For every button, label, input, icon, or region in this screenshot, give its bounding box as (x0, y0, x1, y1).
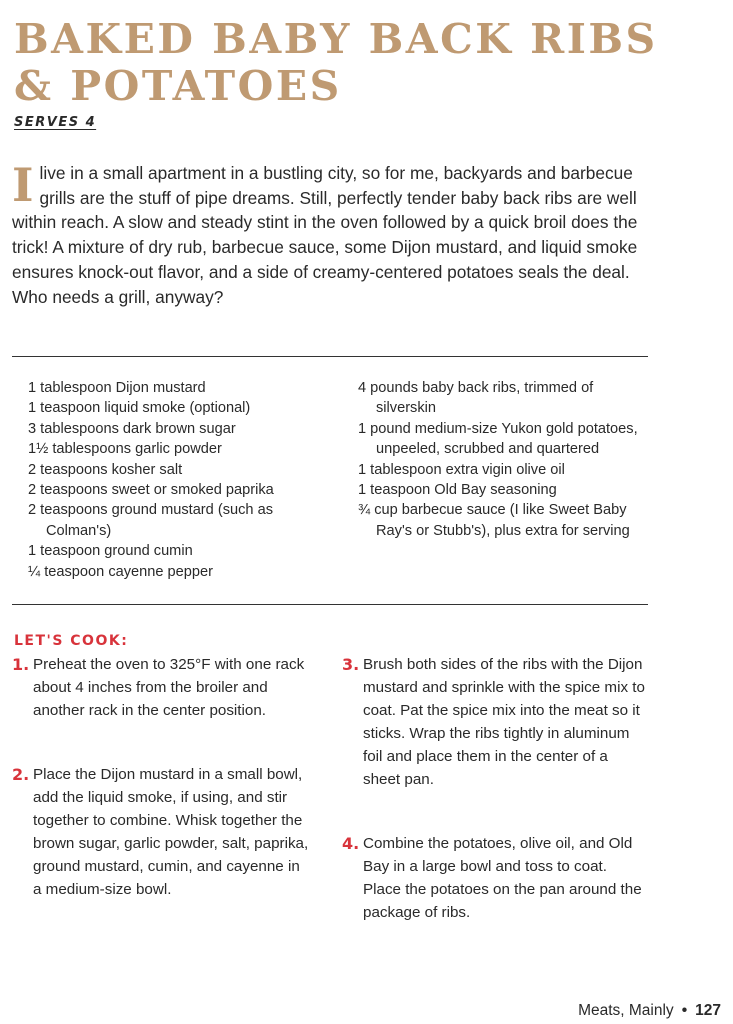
step-text: Combine the potatoes, olive oil, and Old Bay in a large bowl and toss to coat. Place the potatoes on the pan around the package of ribs. (363, 835, 642, 921)
section-name: Meats, Mainly (578, 1002, 674, 1019)
ingredient-item: 1 teaspoon liquid smoke (optional) (28, 400, 251, 417)
ingredient-item: 1 teaspoon ground cumin (28, 543, 193, 560)
intro-text: live in a small apartment in a bustling city, so for me, backyards and barbecue grills are the stuff of pipe dreams. Still, perfectly tender baby back ribs are well within reach. A slow and steady stint in the oven followed by a quick broil does the trick! A mixture of dry rub, barbecue sauce, some Dijon mustard, and liquid smoke ensures knock-out flavor, and a side of creamy-centered potatoes seals the deal. Who needs a grill, anyway? (12, 163, 638, 307)
ingredient-item: 2 teaspoons kosher salt (28, 461, 183, 478)
ingredient-item: 1 tablespoon Dijon mustard (28, 380, 206, 396)
ingredient-item: 1 pound medium-size Yukon gold potatoes, unpeeled, scrubbed and quartered (358, 420, 638, 458)
intro-paragraph (12, 158, 642, 309)
ingredient-item: 1 tablespoon extra vigin olive oil (358, 461, 565, 478)
ingredient-item: 2 teaspoons ground mustard (such as Colman's) (28, 502, 273, 539)
step-number: 2. (12, 765, 30, 784)
step-4 (342, 832, 646, 924)
serves-label: SERVES 4 (14, 115, 97, 130)
divider-bottom (12, 604, 648, 605)
recipe-title-line-1: BAKED BABY BACK RIBS (14, 15, 658, 63)
ingredient-item: ¼ teaspoon cayenne pepper (28, 563, 214, 580)
ingredients-right-list (358, 378, 648, 541)
step-number: 3. (342, 655, 360, 674)
ingredient-item: 2 teaspoons sweet or smoked paprika (28, 482, 274, 499)
page-footer (578, 1002, 721, 1020)
step-text: Preheat the oven to 325°F with one rack about 4 inches from the broiler and another rack in the center position. (33, 656, 305, 719)
step-text: Brush both sides of the ribs with the Dijon mustard and sprinkle with the spice mix to coat. Pat the spice mix into the meat so it sticks. Wrap the ribs tightly in aluminum foil and place them in the center of a sheet pan. (363, 656, 645, 788)
step-number: 1. (12, 655, 30, 674)
ingredients-left-list (28, 378, 328, 582)
method-heading: LET'S COOK: (14, 633, 129, 649)
drop-cap: I (12, 158, 34, 212)
recipe-title (14, 16, 724, 110)
step-text: Place the Dijon mustard in a small bowl, add the liquid smoke, if using, and stir together to combine. Whisk together the brown sugar, garlic powder, salt, paprika, ground mustard, cumin, and cayenne in a medium-size bowl. (33, 766, 309, 898)
divider-top (12, 356, 648, 357)
ingredient-item: 3 tablespoons dark brown sugar (28, 420, 236, 437)
step-number: 4. (342, 834, 360, 853)
step-3 (342, 653, 646, 791)
recipe-title-line-2: & POTATOES (14, 62, 342, 110)
page-number: 127 (695, 1002, 721, 1019)
ingredient-item: 1½ tablespoons garlic powder (28, 441, 222, 458)
separator-bullet: • (681, 1002, 688, 1019)
step-1 (12, 653, 312, 722)
step-2 (12, 763, 312, 901)
ingredient-item: 1 teaspoon Old Bay seasoning (358, 482, 557, 499)
ingredient-item: ¾ cup barbecue sauce (I like Sweet Baby Ray's or Stubb's), plus extra for serving (358, 502, 630, 539)
ingredient-item: 4 pounds baby back ribs, trimmed of silverskin (358, 380, 594, 417)
